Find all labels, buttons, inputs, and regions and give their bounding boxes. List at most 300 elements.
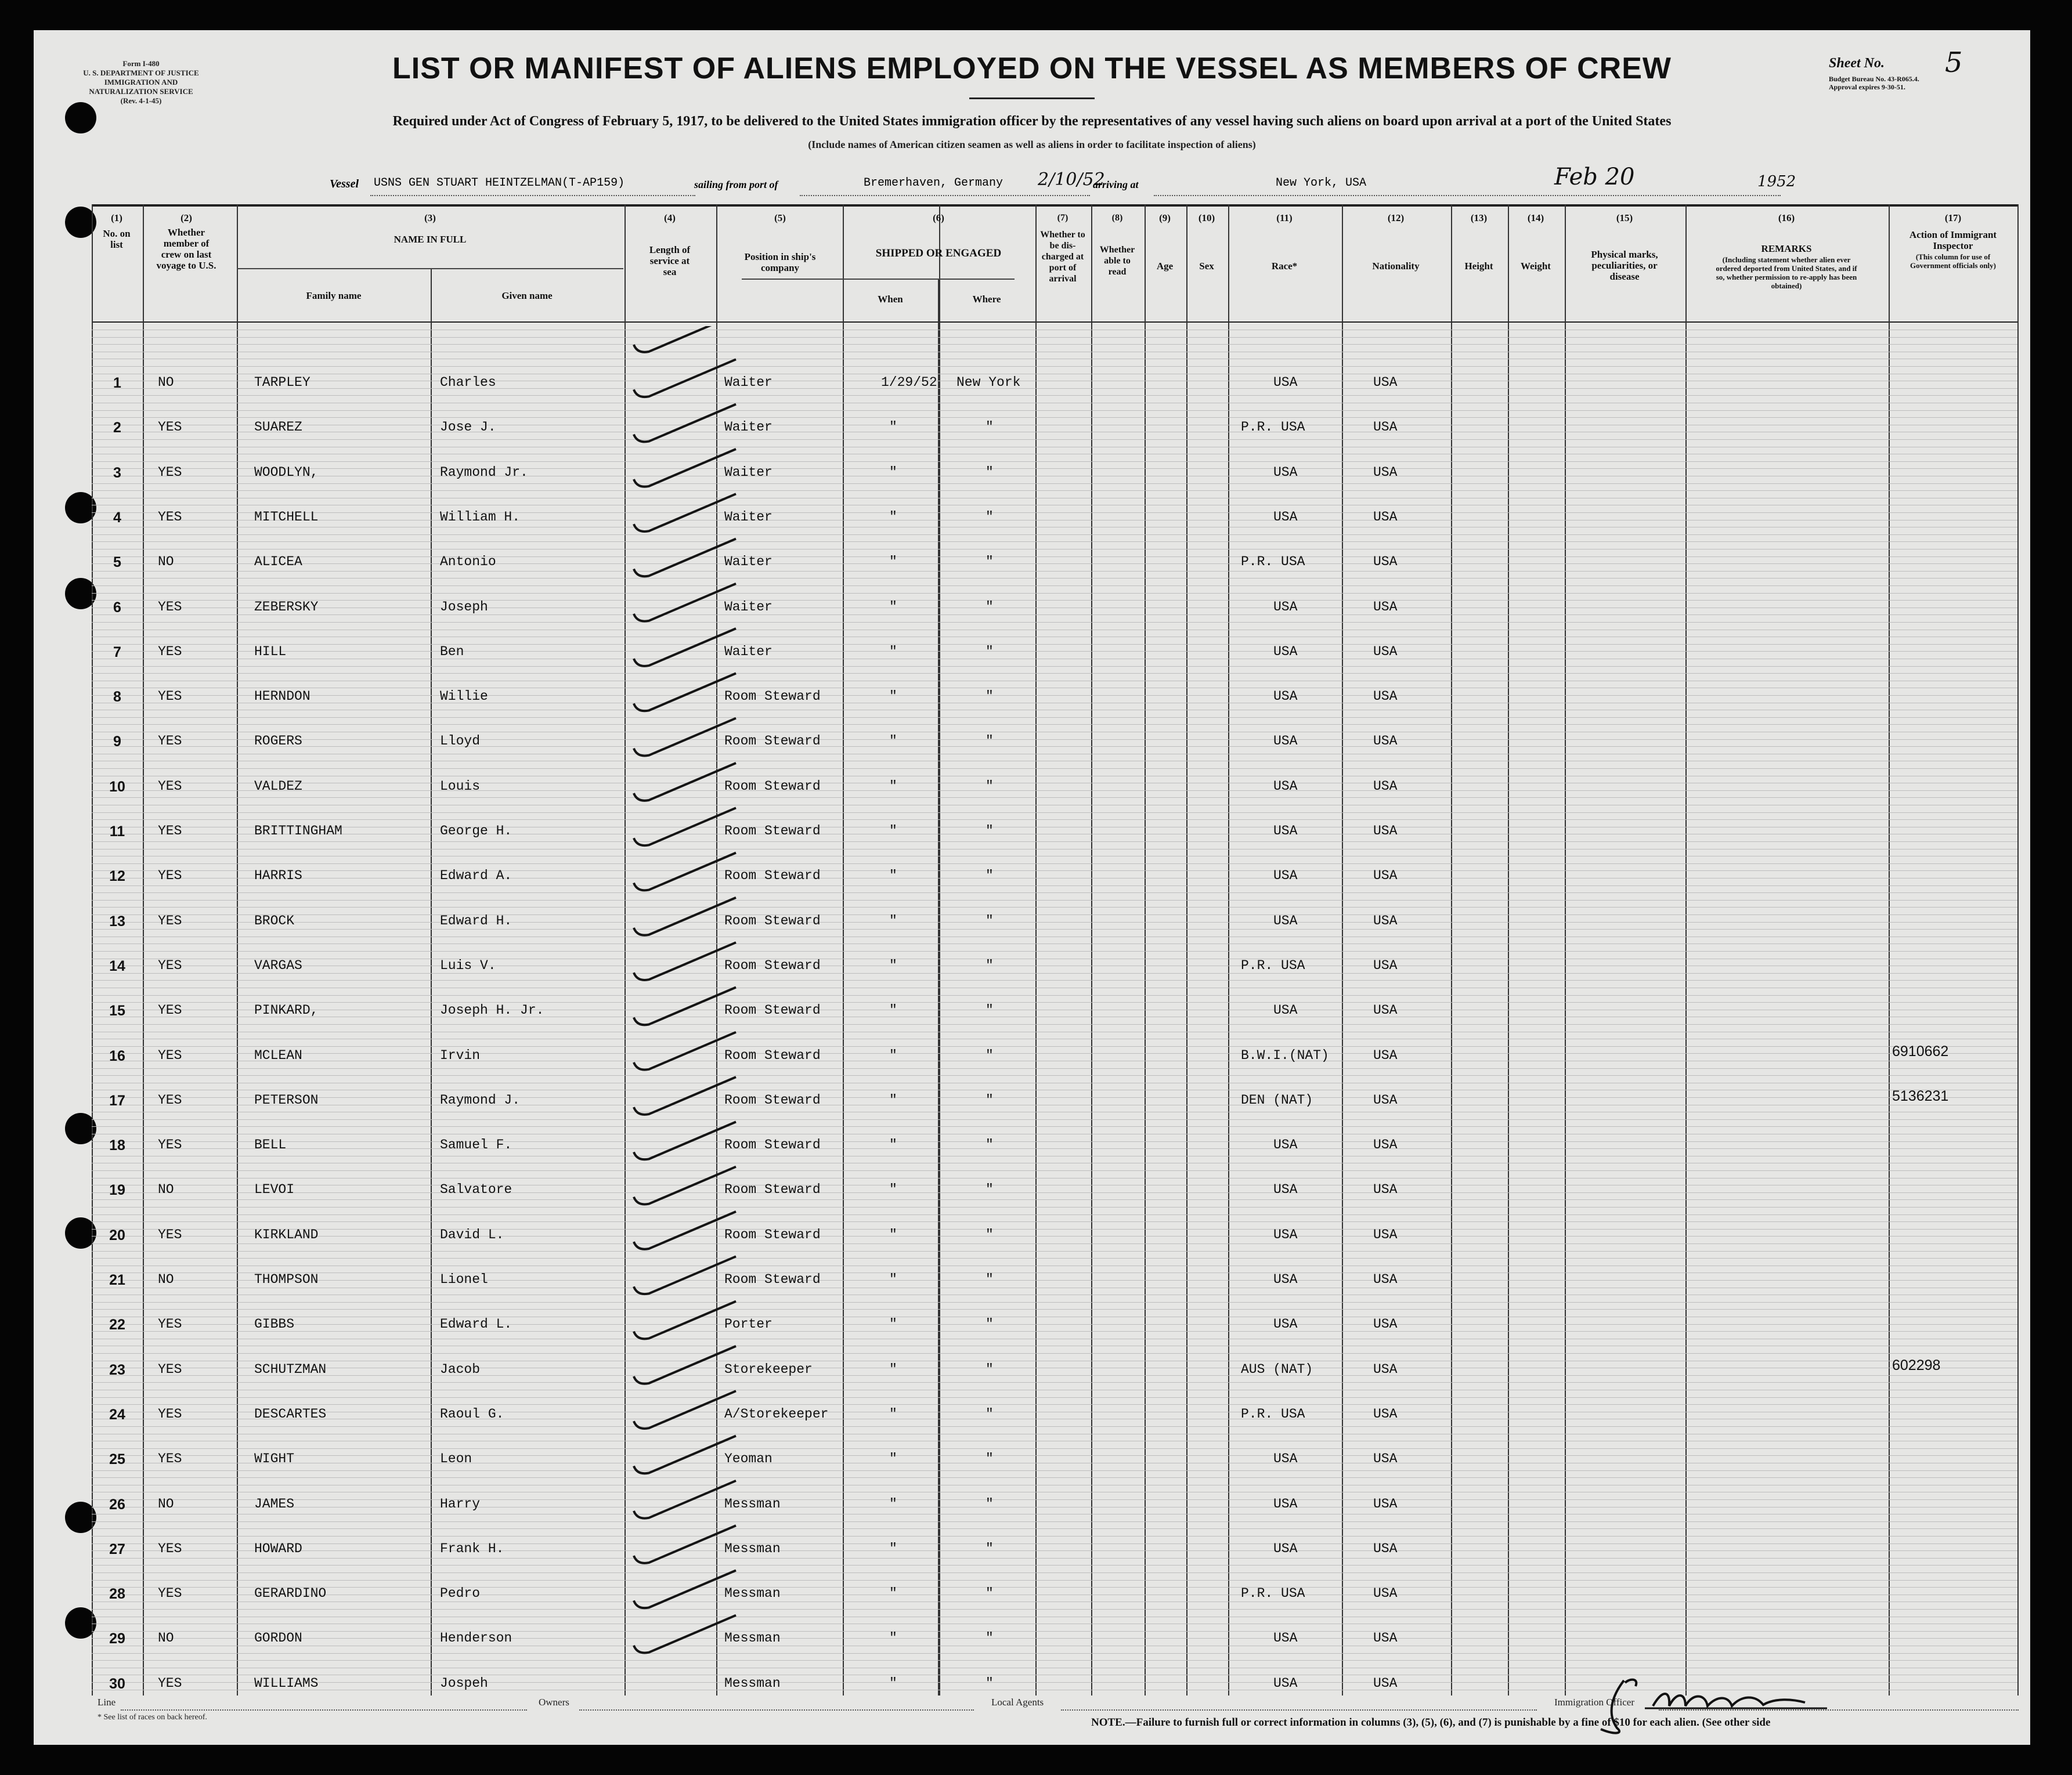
cell-pos: Room Steward: [724, 1137, 821, 1153]
checkmark: [634, 404, 736, 442]
cell-when: ": [889, 644, 897, 659]
cell-when: ": [889, 1272, 897, 1287]
checkmark: [634, 718, 736, 756]
cell-last: YES: [158, 420, 182, 435]
cell-pos: Waiter: [724, 420, 773, 435]
cell-when: ": [889, 1406, 897, 1422]
checkmark: [634, 1391, 736, 1429]
cell-no: 2: [113, 420, 121, 436]
cell-where: ": [986, 1182, 994, 1198]
cell-given: David L.: [440, 1227, 504, 1242]
where-header: Where: [972, 294, 1001, 305]
cell-last: YES: [158, 957, 182, 973]
cell-family: HOWARD: [254, 1541, 302, 1556]
from-port: Bremerhaven, Germany: [864, 176, 1003, 190]
cell-last: NO: [158, 1496, 174, 1512]
cell-nat: USA: [1373, 375, 1398, 390]
cell-nat: USA: [1373, 778, 1398, 794]
cell-nat: USA: [1373, 1675, 1398, 1691]
form-number: Form I-480: [122, 59, 160, 68]
cell-no: 27: [109, 1541, 125, 1557]
cell-where: ": [986, 1047, 994, 1063]
cell-nat: USA: [1373, 599, 1398, 614]
col5-header: (5) Position in ship's company: [744, 212, 816, 273]
cell-where: ": [986, 778, 994, 794]
cell-given: Joseph: [440, 599, 488, 614]
cell-race: B.W.I.(NAT): [1241, 1047, 1329, 1063]
table-row: [92, 1451, 2017, 1499]
checkmark: [634, 326, 736, 352]
cell-family: WOODLYN,: [254, 464, 319, 480]
checkmark: [634, 1525, 736, 1563]
cell-no: 11: [109, 823, 125, 840]
checkmark: [634, 628, 736, 666]
cell-race: USA: [1273, 778, 1298, 794]
cell-where: ": [986, 599, 994, 614]
cell-where: ": [986, 689, 994, 704]
checkmark: [634, 1167, 736, 1205]
cell-pos: Messman: [724, 1675, 781, 1691]
cell-nat: USA: [1373, 464, 1398, 480]
cell-given: Raoul G.: [440, 1406, 504, 1422]
checkmark: [634, 449, 736, 487]
cell-race: USA: [1273, 1317, 1298, 1332]
cell-when: ": [889, 1137, 897, 1153]
cell-no: 30: [109, 1675, 125, 1692]
cell-where: ": [986, 1586, 994, 1602]
cell-given: Henderson: [440, 1631, 512, 1646]
cell-where: ": [986, 913, 994, 928]
cell-given: Willie: [440, 689, 488, 704]
cell-where: ": [986, 464, 994, 480]
form-service: IMMIGRATION AND NATURALIZATION SERVICE: [89, 78, 193, 96]
cell-family: PETERSON: [254, 1092, 319, 1108]
table-row: [92, 420, 2017, 468]
cell-when: ": [889, 823, 897, 838]
cell-last: YES: [158, 1675, 182, 1691]
footer-officer-label: Immigration Officer: [1554, 1697, 1635, 1708]
table-row: [92, 464, 2017, 513]
cell-given: Ben: [440, 644, 464, 659]
cell-given: Charles: [440, 375, 496, 390]
form-rev: (Rev. 4-1-45): [120, 96, 162, 105]
cell-pos: Messman: [724, 1631, 781, 1646]
col2-header: (2) Whether member of crew on last voyage to U.S.: [156, 212, 216, 271]
cell-when: 1/29/52: [881, 375, 937, 390]
cell-no: 10: [109, 778, 125, 795]
cell-last: NO: [158, 1272, 174, 1287]
cell-race: USA: [1273, 733, 1298, 749]
checkmark: [634, 359, 736, 397]
checkmark: [634, 853, 736, 891]
checkmark: [634, 1212, 736, 1249]
cell-no: 8: [113, 689, 121, 706]
cell-family: HILL: [254, 644, 287, 659]
table-row: [92, 778, 2017, 827]
cell-race: USA: [1273, 689, 1298, 704]
cell-family: GORDON: [254, 1631, 302, 1646]
cell-last: YES: [158, 823, 182, 838]
cell-family: PINKARD,: [254, 1003, 319, 1018]
cell-race: USA: [1273, 913, 1298, 928]
checkmark: [634, 539, 736, 577]
table-row: [92, 1272, 2017, 1320]
cell-where: ": [986, 868, 994, 884]
table-row: [92, 868, 2017, 916]
table-row: [92, 375, 2017, 423]
cell-last: YES: [158, 689, 182, 704]
cell-pos: Yeoman: [724, 1451, 773, 1467]
cell-where: ": [986, 1675, 994, 1691]
vessel-label: Vessel: [330, 178, 359, 190]
col9-header: (9) Age: [1156, 212, 1174, 272]
cell-family: HERNDON: [254, 689, 311, 704]
vessel-line: [289, 164, 2007, 201]
cell-no: 17: [109, 1092, 125, 1109]
cell-race: P.R. USA: [1241, 957, 1305, 973]
cell-pos: Messman: [724, 1496, 781, 1512]
cell-nat: USA: [1373, 1047, 1398, 1063]
sailing-label: sailing from port of: [694, 179, 778, 190]
cell-when: ": [889, 1182, 897, 1198]
cell-family: BROCK: [254, 913, 295, 928]
cell-nat: USA: [1373, 644, 1398, 659]
cell-nat: USA: [1373, 913, 1398, 928]
cell-when: ": [889, 464, 897, 480]
cell-nat: USA: [1373, 1092, 1398, 1108]
cell-given: William H.: [440, 509, 521, 525]
cell-race: USA: [1273, 1496, 1298, 1512]
cell-given: Raymond J.: [440, 1092, 521, 1108]
cell-last: YES: [158, 1361, 182, 1377]
form-dept: U. S. DEPARTMENT OF JUSTICE: [83, 68, 199, 77]
sheet-number: 5: [1945, 46, 1963, 79]
cell-pos: Room Steward: [724, 913, 821, 928]
penalty-note: NOTE.—Failure to furnish full or correct information in columns (3), (5), (6), and (7) is punishable by a fine of $10 for each alien. (See other side: [1091, 1716, 1771, 1729]
cell-no: 22: [109, 1317, 125, 1333]
checkmark: [634, 1256, 736, 1294]
checkmark: [634, 1570, 736, 1608]
cell-last: YES: [158, 1137, 182, 1153]
table-row: [92, 1541, 2017, 1589]
cell-pos: Waiter: [724, 644, 773, 659]
cell-pos: Messman: [724, 1586, 781, 1602]
cell-family: GIBBS: [254, 1317, 295, 1332]
cell-race: USA: [1273, 509, 1298, 525]
cell-when: ": [889, 913, 897, 928]
given-name-header: Given name: [501, 290, 553, 301]
cell-family: HARRIS: [254, 868, 302, 884]
col3-header: (3) NAME IN FULL: [394, 212, 467, 245]
checkmark: [634, 1032, 736, 1070]
cell-where: ": [986, 1092, 994, 1108]
cell-where: ": [986, 1451, 994, 1467]
cell-race: USA: [1273, 1272, 1298, 1287]
cell-given: Jacob: [440, 1361, 481, 1377]
cell-last: YES: [158, 1227, 182, 1242]
cell-where: ": [986, 1496, 994, 1512]
cell-race: USA: [1273, 599, 1298, 614]
cell-family: DESCARTES: [254, 1406, 327, 1422]
cell-when: ": [889, 1675, 897, 1691]
cell-race: USA: [1273, 375, 1298, 390]
cell-where: ": [986, 554, 994, 570]
cell-no: 16: [109, 1047, 125, 1064]
cell-race: USA: [1273, 1541, 1298, 1556]
cell-family: BRITTINGHAM: [254, 823, 342, 838]
table-row: [92, 1087, 2017, 1141]
page-title: LIST OR MANIFEST OF ALIENS EMPLOYED ON THE VESSEL AS MEMBERS OF CREW: [392, 52, 1672, 85]
cell-given: Lionel: [440, 1272, 488, 1287]
table-row: [92, 1227, 2017, 1275]
cell-family: KIRKLAND: [254, 1227, 319, 1242]
table-row: [92, 823, 2017, 872]
cell-when: ": [889, 509, 897, 525]
cell-where: ": [986, 1361, 994, 1377]
cell-family: SUAREZ: [254, 420, 302, 435]
cell-race: P.R. USA: [1241, 554, 1305, 570]
cell-no: 25: [109, 1451, 125, 1468]
cell-race: USA: [1273, 1675, 1298, 1691]
col8-header: (8) Whether able to read: [1099, 213, 1135, 277]
cell-when: ": [889, 778, 897, 794]
cell-last: NO: [158, 375, 174, 390]
sheet-label: Sheet No.: [1829, 56, 1885, 71]
table-row: [92, 1137, 2017, 1185]
cell-given: Samuel F.: [440, 1137, 512, 1153]
col16-header: (16) REMARKS (Including statement whether alien ever ordered deported from United States, and if so, whether permission to re-apply has been obtained): [1716, 212, 1857, 290]
table-row: [92, 957, 2017, 1006]
cell-when: ": [889, 599, 897, 614]
cell-where: ": [986, 1272, 994, 1287]
cell-last: YES: [158, 1451, 182, 1467]
cell-race: USA: [1273, 644, 1298, 659]
cell-pos: Room Steward: [724, 1272, 821, 1287]
footer-owners-label: Owners: [539, 1697, 569, 1708]
cell-no: 5: [113, 554, 121, 571]
cell-race: P.R. USA: [1241, 420, 1305, 435]
cell-where: ": [986, 1227, 994, 1242]
cell-nat: USA: [1373, 1451, 1398, 1467]
cell-no: 19: [109, 1182, 125, 1199]
cell-action: 6910662: [1892, 1043, 1949, 1060]
cell-family: LEVOI: [254, 1182, 295, 1198]
cell-pos: Room Steward: [724, 1092, 821, 1108]
cell-where: ": [986, 509, 994, 525]
cell-when: ": [889, 1317, 897, 1332]
cell-last: YES: [158, 778, 182, 794]
cell-when: ": [889, 420, 897, 435]
col6-header: (6) SHIPPED OR ENGAGED: [875, 212, 1002, 259]
table-row: [92, 554, 2017, 602]
cell-no: 3: [113, 464, 121, 481]
checkmark: [634, 584, 736, 621]
table-row: [92, 599, 2017, 648]
cell-last: YES: [158, 1406, 182, 1422]
cell-nat: USA: [1373, 509, 1398, 525]
cell-when: ": [889, 1451, 897, 1467]
cell-pos: Porter: [724, 1317, 773, 1332]
cell-pos: Room Steward: [724, 1227, 821, 1242]
cell-when: ": [889, 1361, 897, 1377]
cell-when: ": [889, 1496, 897, 1512]
cell-no: 14: [109, 957, 125, 974]
cell-action: 5136231: [1892, 1087, 1949, 1104]
cell-family: JAMES: [254, 1496, 295, 1512]
vessel-name: USNS GEN STUART HEINTZELMAN(T-AP159): [374, 176, 625, 190]
subtitle: Required under Act of Congress of February 5, 1917, to be delivered to the United States immigration officer by the representatives of any vessel having such aliens on board upon arrival at a port of the United States: [392, 114, 1672, 129]
footer-line-label: Line: [98, 1697, 116, 1708]
cell-given: Irvin: [440, 1047, 481, 1063]
cell-when: ": [889, 1227, 897, 1242]
family-name-header: Family name: [306, 290, 362, 301]
cell-family: WILLIAMS: [254, 1675, 319, 1691]
cell-nat: USA: [1373, 420, 1398, 435]
cell-given: Pedro: [440, 1586, 481, 1602]
cell-when: ": [889, 868, 897, 884]
col7-header: (7) Whether to be dis-charged at port of arrival: [1040, 213, 1085, 284]
cell-race: USA: [1273, 464, 1298, 480]
cell-pos: Room Steward: [724, 1182, 821, 1198]
cell-no: 12: [109, 868, 125, 885]
cell-nat: USA: [1373, 957, 1398, 973]
cell-given: Edward H.: [440, 913, 512, 928]
cell-last: NO: [158, 1631, 174, 1646]
service-checkmarks: [626, 326, 742, 1730]
cell-family: MCLEAN: [254, 1047, 302, 1063]
checkmark: [634, 1122, 736, 1159]
cell-where: ": [986, 957, 994, 973]
cell-family: ZEBERSKY: [254, 599, 319, 614]
cell-given: Jose J.: [440, 420, 496, 435]
cell-family: ROGERS: [254, 733, 302, 749]
cell-given: Antonio: [440, 554, 496, 570]
cell-pos: Waiter: [724, 509, 773, 525]
subnote: (Include names of American citizen seamen as well as aliens in order to facilitate inspection of aliens): [808, 139, 1256, 150]
cell-race: USA: [1273, 1227, 1298, 1242]
cell-last: YES: [158, 1003, 182, 1018]
cell-last: YES: [158, 733, 182, 749]
cell-nat: USA: [1373, 1227, 1398, 1242]
cell-pos: Room Steward: [724, 1047, 821, 1063]
checkmark: [634, 942, 736, 980]
table-row: [92, 1043, 2017, 1096]
cell-pos: Room Steward: [724, 957, 821, 973]
cell-family: ALICEA: [254, 554, 302, 570]
cell-when: ": [889, 1047, 897, 1063]
checkmark: [634, 808, 736, 845]
table-row: [92, 644, 2017, 692]
checkmark: [634, 1481, 736, 1519]
cell-no: 7: [113, 644, 121, 660]
cell-no: 29: [109, 1631, 125, 1647]
cell-when: ": [889, 554, 897, 570]
cell-given: Frank H.: [440, 1541, 504, 1556]
cell-given: George H.: [440, 823, 512, 838]
cell-race: P.R. USA: [1241, 1406, 1305, 1422]
cell-family: THOMPSON: [254, 1272, 319, 1287]
cell-given: Edward L.: [440, 1317, 512, 1332]
cell-last: YES: [158, 509, 182, 525]
cell-given: Edward A.: [440, 868, 512, 884]
cell-last: YES: [158, 1317, 182, 1332]
cell-last: YES: [158, 1047, 182, 1063]
cell-pos: Storekeeper: [724, 1361, 813, 1377]
checkmark: [634, 494, 736, 532]
col17-header: (17) Action of Immigrant Inspector (This column for use of Government officials only): [1909, 212, 1997, 270]
table-row: [92, 1182, 2017, 1230]
approval-expiry: Approval expires 9-30-51.: [1829, 83, 1905, 91]
budget-number: Budget Bureau No. 43-R065.4.: [1829, 75, 1919, 83]
cell-where: ": [986, 733, 994, 749]
table-row: [92, 1496, 2017, 1545]
cell-family: BELL: [254, 1137, 287, 1153]
cell-given: Louis: [440, 778, 481, 794]
col12-header: (12) Nationality: [1372, 212, 1420, 272]
cell-pos: Waiter: [724, 554, 773, 570]
col1-header: (1) No. on list: [103, 212, 131, 250]
cell-nat: USA: [1373, 1361, 1398, 1377]
cell-when: ": [889, 957, 897, 973]
cell-when: ": [889, 689, 897, 704]
cell-when: ": [889, 1003, 897, 1018]
cell-no: 23: [109, 1361, 125, 1378]
cell-last: YES: [158, 1541, 182, 1556]
sailing-date: 2/10/52: [1038, 169, 1105, 190]
cell-no: 28: [109, 1586, 125, 1603]
cell-when: ": [889, 733, 897, 749]
cell-no: 1: [113, 375, 121, 391]
footer-agents-label: Local Agents: [991, 1697, 1044, 1708]
cell-given: Luis V.: [440, 957, 496, 973]
cell-family: GERARDINO: [254, 1586, 327, 1602]
title-rule: [969, 97, 1095, 99]
cell-last: YES: [158, 1586, 182, 1602]
table-row: [92, 733, 2017, 782]
cell-last: YES: [158, 464, 182, 480]
table-row: [92, 1406, 2017, 1455]
cell-pos: Waiter: [724, 464, 773, 480]
cell-nat: USA: [1373, 1496, 1398, 1512]
cell-nat: USA: [1373, 1586, 1398, 1602]
checkmark: [634, 898, 736, 935]
manifest-sheet: [34, 30, 2030, 1745]
cell-last: YES: [158, 868, 182, 884]
cell-where: ": [986, 1003, 994, 1018]
cell-when: ": [889, 1541, 897, 1556]
cell-no: 15: [109, 1003, 125, 1020]
cell-pos: Messman: [724, 1541, 781, 1556]
col11-header: (11) Race*: [1271, 212, 1298, 272]
cell-where: ": [986, 1406, 994, 1422]
cell-no: 20: [109, 1227, 125, 1243]
cell-nat: USA: [1373, 1272, 1398, 1287]
cell-race: USA: [1273, 823, 1298, 838]
cell-pos: Room Steward: [724, 823, 821, 838]
crew-table: [92, 204, 2017, 1725]
cell-where: ": [986, 1317, 994, 1332]
cell-race: USA: [1273, 868, 1298, 884]
cell-last: YES: [158, 1092, 182, 1108]
cell-when: ": [889, 1631, 897, 1646]
cell-when: ": [889, 1586, 897, 1602]
cell-nat: USA: [1373, 1137, 1398, 1153]
cell-family: SCHUTZMAN: [254, 1361, 327, 1377]
cell-given: Raymond Jr.: [440, 464, 528, 480]
cell-where: ": [986, 1631, 994, 1646]
cell-nat: USA: [1373, 689, 1398, 704]
cell-race: DEN (NAT): [1241, 1092, 1313, 1108]
